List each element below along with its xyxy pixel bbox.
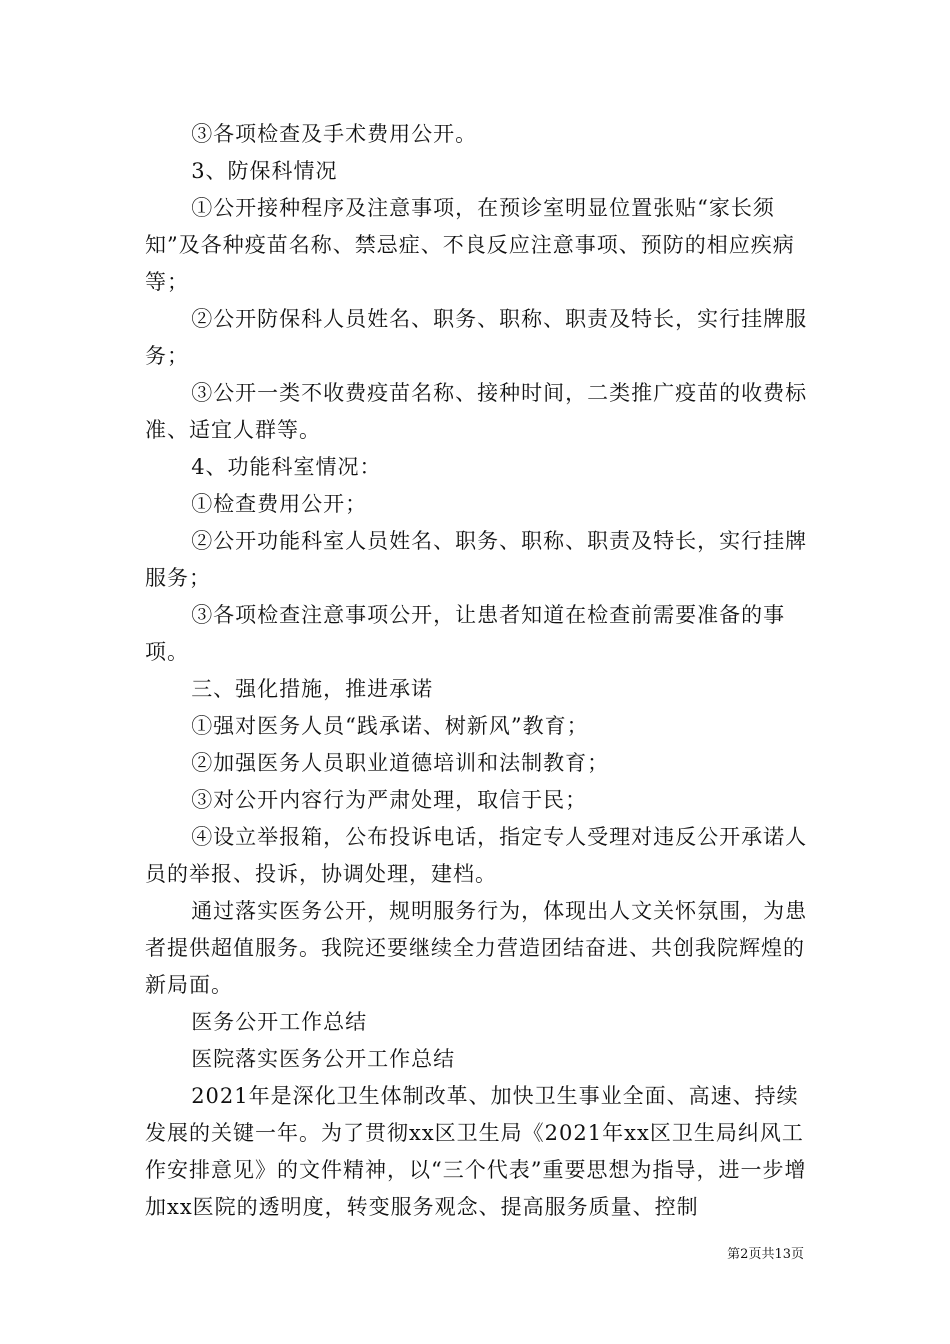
paragraph: ③各项检查及手术费用公开。 [191,122,478,146]
section-heading: 4、功能科室情况： [191,455,382,479]
document-body [145,116,810,1226]
paragraph: ②公开防保科人员姓名、职务、职称、职责及特长，实行挂牌服务； [145,307,808,368]
paragraph: ①检查费用公开； [191,492,368,516]
section-heading: 3、防保科情况 [191,159,338,183]
document-title: 医务公开工作总结 [191,1010,368,1034]
document-subtitle: 医院落实医务公开工作总结 [191,1047,456,1071]
paragraph: ③公开一类不收费疫苗名称、接种时间，二类推广疫苗的收费标准、适宜人群等。 [145,381,808,442]
paragraph: 2021年是深化卫生体制改革、加快卫生事业全面、高速、持续发展的关键一年。为了贯彻xx区卫生局《2021年xx区卫生局纠风工作安排意见》的文件精神，以“三个代表”重要思想为指导，进一步增加xx医院的透明度，转变服务观念、提高服务质量、控制 [145,1084,807,1219]
page-number-footer: 第2页共13页 [727,1247,804,1262]
section-heading: 三、强化措施，推进承诺 [191,677,434,701]
paragraph: ②加强医务人员职业道德培训和法制教育； [191,751,610,775]
paragraph: ①公开接种程序及注意事项，在预诊室明显位置张贴“家长须知”及各种疫苗名称、禁忌症、不良反应注意事项、预防的相应疾病等； [145,196,795,294]
paragraph: ①强对医务人员“践承诺、树新风”教育； [191,714,589,738]
paragraph: ③各项检查注意事项公开，让患者知道在检查前需要准备的事项。 [145,603,786,664]
paragraph: ④设立举报箱，公布投诉电话，指定专人受理对违反公开承诺人员的举报、投诉，协调处理，建档。 [145,825,808,886]
paragraph: ③对公开内容行为严肃处理，取信于民； [191,788,588,812]
paragraph: ②公开功能科室人员姓名、职务、职称、职责及特长，实行挂牌服务； [145,529,808,590]
paragraph: 通过落实医务公开，规明服务行为，体现出人文关怀氛围，为患者提供超值服务。我院还要继续全力营造团结奋进、共创我院辉煌的新局面。 [145,899,808,997]
